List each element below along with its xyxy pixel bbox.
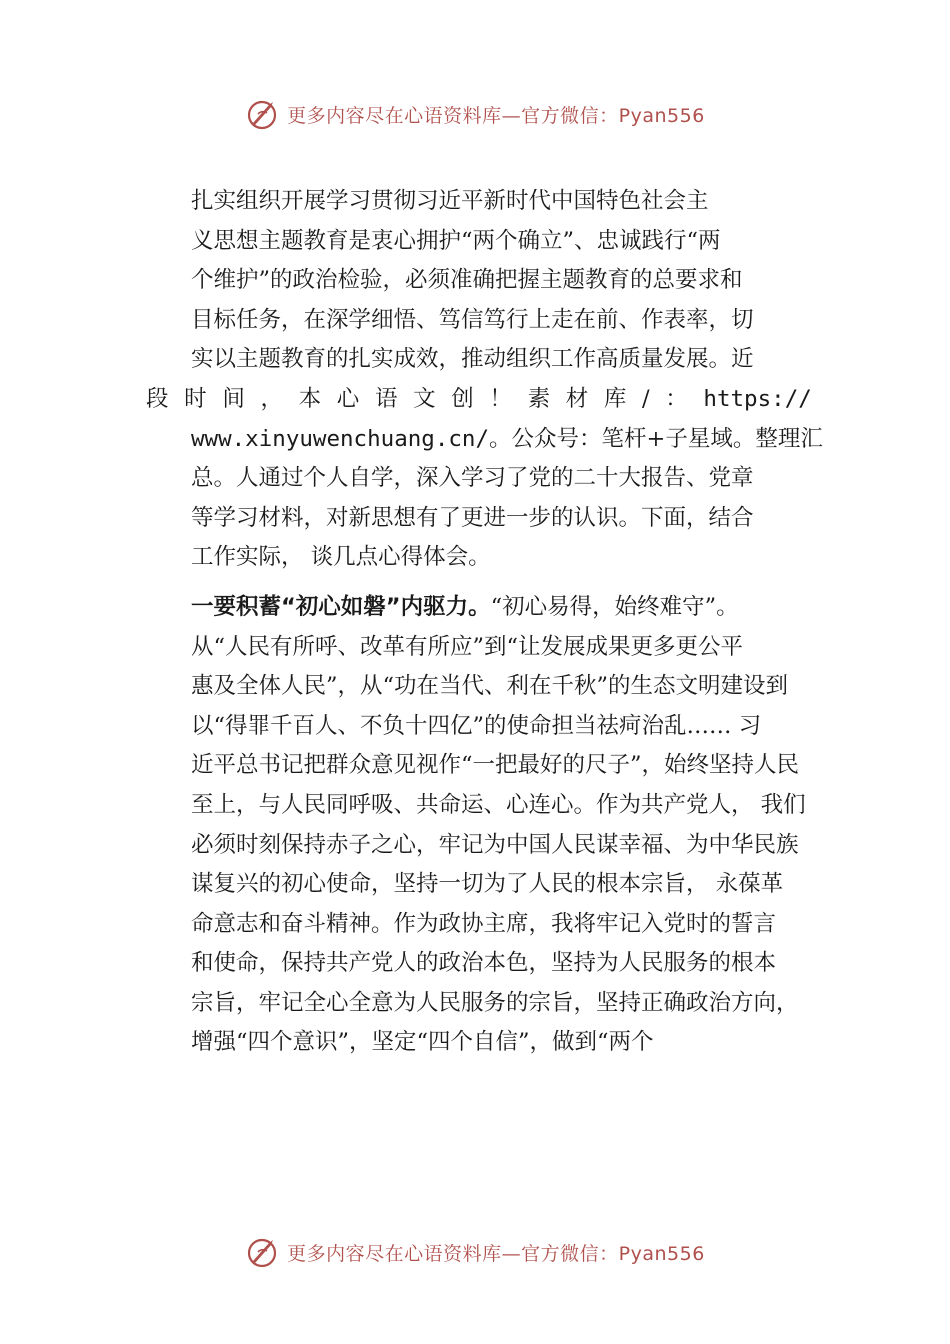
spread-line: 段 时 间 ， 本 心 语 文 创 ！ 素 材 库 / ： https:// [146, 385, 812, 412]
text-line: 工作实际， 谈几点心得体会。 [191, 544, 491, 571]
section-heading: 一要积蓄“初心如磐”内驱力。 [191, 593, 491, 620]
text-line: 一要积蓄“初心如磐”内驱力。“初心易得，始终难守”。 [191, 593, 739, 620]
text-line: 宗旨，牢记全心全意为人民服务的宗旨，坚持正确政治方向， [191, 989, 799, 1016]
text-line: 以“得罪千百人、不负十四亿”的使命担当祛疴治乱…… 习 [191, 712, 762, 739]
paragraph-intro [146, 182, 823, 578]
text-line: 从“人民有所呼、改革有所应”到“让发展成果更多更公平 [191, 633, 744, 660]
text-line: 总。人通过个人自学，深入学习了党的二十大报告、党章 [191, 465, 754, 492]
header-text: 更多内容尽在心语资料库—官方微信：Pyan556 [287, 104, 705, 127]
text-line: 命意志和奋斗精神。作为政协主席，我将牢记入党时的誓言 [191, 910, 777, 937]
url-text: www.xinyuwenchuang.cn/ [191, 425, 490, 452]
text-line: 谋复兴的初心使命，坚持一切为了人民的根本宗旨， 永葆革 [191, 871, 784, 898]
header-handle: Pyan556 [618, 104, 705, 127]
text-line: 扎实组织开展学习贯彻习近平新时代中国特色社会主 [191, 188, 709, 214]
header-banner [0, 94, 950, 134]
text-line: 近平总书记把群众意见视作“一把最好的尺子”，始终坚持人民 [191, 752, 800, 779]
pen-logo-icon [245, 96, 281, 132]
text-line: 个维护”的政治检验，必须准确把握主题教育的总要求和 [191, 267, 743, 294]
text-line: www.xinyuwenchuang.cn/。公众号：笔杆+子星域。整理汇 [191, 425, 823, 452]
text-line: 等学习材料，对新思想有了更进一步的认识。下面，结合 [191, 504, 754, 531]
footer-banner [0, 1232, 950, 1272]
footer-handle: Pyan556 [618, 1242, 705, 1265]
pen-logo-icon [245, 1234, 281, 1270]
text-line: 增强“四个意识”，坚定“四个自信”，做到“两个 [191, 1029, 654, 1056]
text-line: 目标任务，在深学细悟、笃信笃行上走在前、作表率，切 [191, 306, 754, 333]
footer-text: 更多内容尽在心语资料库—官方微信：Pyan556 [287, 1242, 705, 1265]
text-line: 至上，与人民同呼吸、共命运、心连心。作为共产党人， 我们 [191, 791, 806, 818]
text-line: 惠及全体人民”，从“功在当代、利在千秋”的生态文明建设到 [191, 673, 789, 700]
text-line: 义思想主题教育是衷心拥护“两个确立”、忠诚践行“两 [191, 227, 721, 254]
text-line: 和使命，保持共产党人的政治本色，坚持为人民服务的根本 [191, 950, 777, 977]
paragraph-section-one [146, 588, 812, 1063]
document-body [146, 182, 823, 1063]
text-line: 实以主题教育的扎实成效，推动组织工作高质量发展。近 [191, 346, 754, 373]
text-line: 必须时刻保持赤子之心，牢记为中国人民谋幸福、为中华民族 [191, 831, 799, 858]
